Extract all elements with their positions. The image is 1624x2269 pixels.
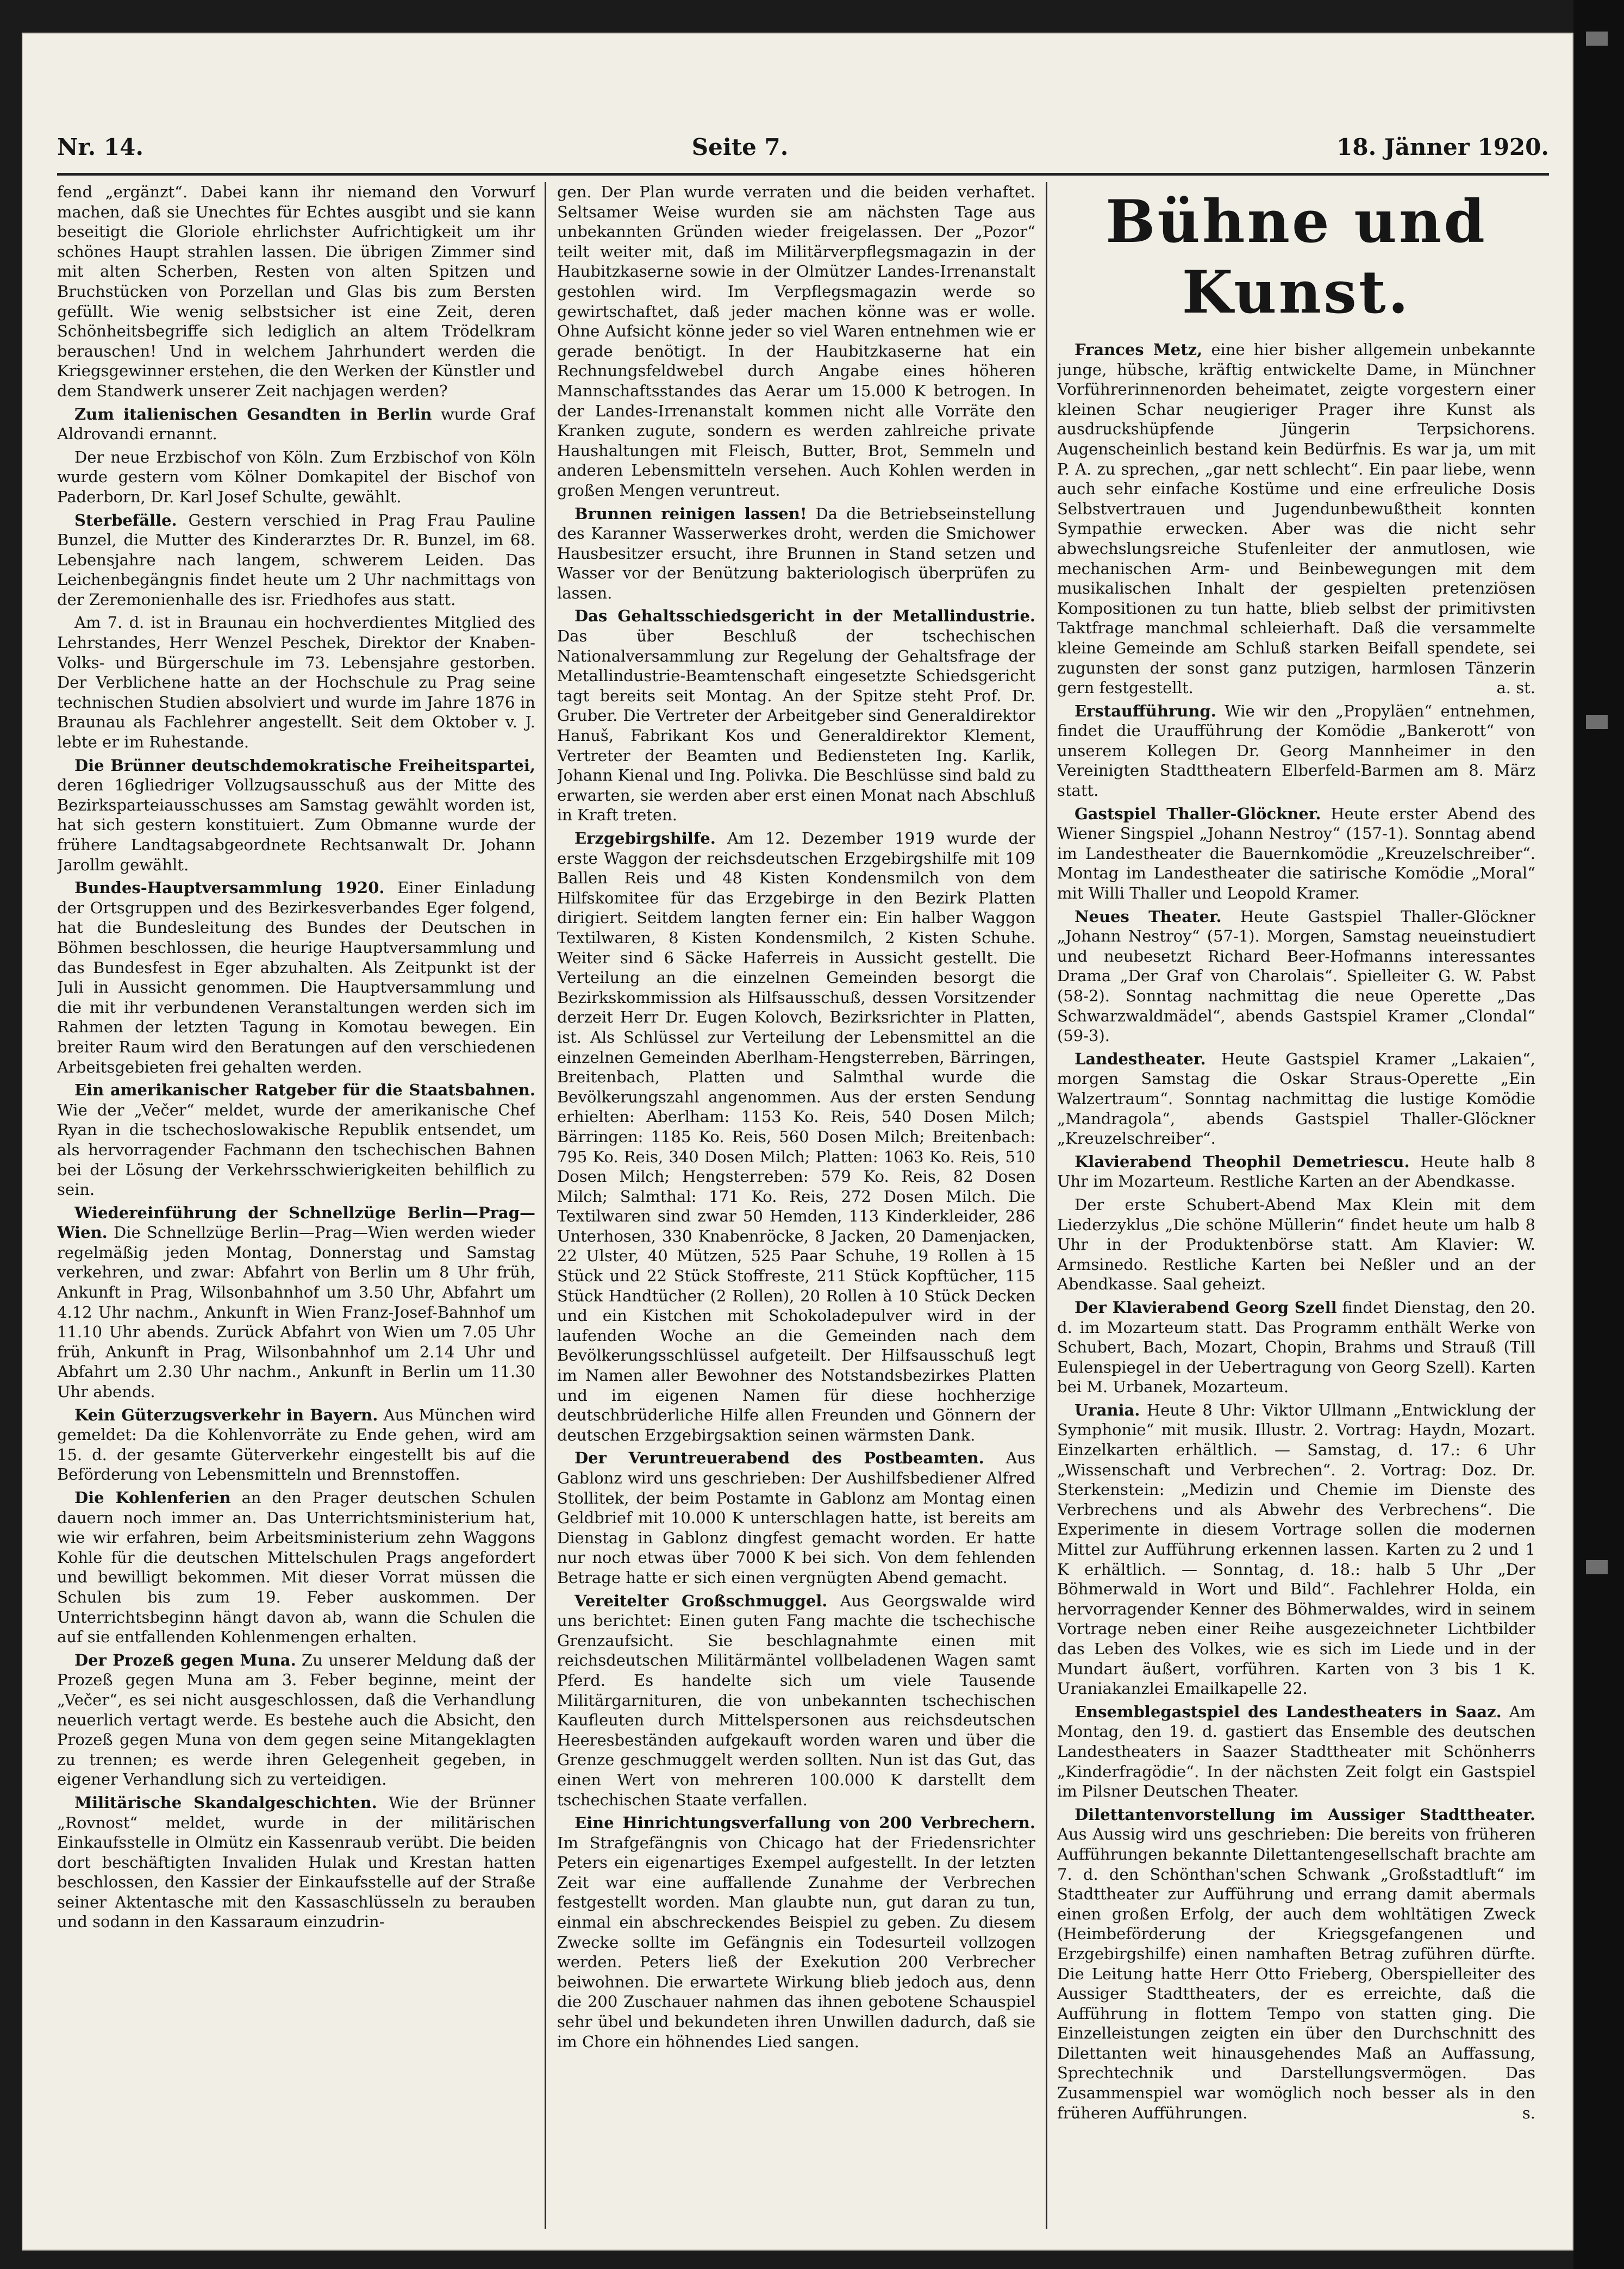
article-headline: Frances Metz, bbox=[1075, 340, 1203, 359]
article-text: Aus Gablonz wird uns geschrieben: Der Aushilfsbediener Alfred Stollitek, der beim Postamte in Gablonz am Montag einen Geldbrief mit 10.000 K unterschlagen hatte, ist bereits am Dienstag in Gablonz dingfest gemacht worden. Er hatte nur noch etwas über 7000 K bei sich. Von dem fehlenden Betrage hatte er sich einen vergnügten Abend gemacht. bbox=[557, 1449, 1035, 1587]
article-paragraph bbox=[57, 1488, 535, 1647]
article-paragraph bbox=[57, 182, 535, 401]
issue-number: Nr. 14. bbox=[57, 133, 143, 160]
article-signature: s. bbox=[1522, 2103, 1535, 2122]
article-paragraph bbox=[57, 447, 535, 507]
article-headline: Sterbefälle. bbox=[74, 510, 177, 529]
article-headline: Brunnen reinigen lassen! bbox=[574, 504, 807, 523]
article-text: an den Prager deutschen Schulen dauern noch immer an. Das Unterrichtsministerium hat, wie wir erfahren, beim Arbeitsministerium zehn Waggons Kohle für die deutschen Mittelschulen Prags angefordert und bewilligt bekommen. Mit dieser Vorrat müssen die Schulen bis zum 19. Feber auskommen. Der Unterrichtsbeginn hängt davon ab, wann die Schulen die auf sie entfallenden Kohlenmengen erhalten. bbox=[57, 1488, 535, 1647]
article-headline: Bundes-Hauptversammlung 1920. bbox=[74, 878, 385, 897]
article-text: Wie wir den „Propyläen“ entnehmen, findet die Uraufführung der Komödie „Bankerott“ von unserem Kollegen Dr. Georg Mannheimer in den Vereinigten Stadttheatern Elberfeld-Barmen am 8. März statt. bbox=[1057, 701, 1535, 800]
article-headline: Militärische Skandalgeschichten. bbox=[74, 1793, 377, 1812]
article-text: Aus Aussig wird uns geschrieben: Die bereits von früheren Aufführungen bekannte Dilettantengesellschaft brachte am 7. d. den Schönthan'schen Schwank „Großstadtluft“ im Stadttheater zur Aufführung und errang damit abermals einen großen Erfolg, der auch dem wohltätigen Zweck (Heimbeförderung der Kriegsgefangenen und Erzgebirgshilfe) einen namhaften Betrag zuführen dürfte. Die Leitung hatte Herr Otto Frieberg, Oberspielleiter des Aussiger Stadttheaters, der es erreichte, daß die Aufführung in flottem Tempo von statten ging. Die Einzelleistungen zeigten ein über den Durchschnitt des Dilettanten weit hinausgehendes Maß an Auffassung, Sprechtechnik und Darstellungsvermögen. Das Zusammenspiel war womöglich noch besser als in den früheren Aufführungen. bbox=[1057, 1825, 1535, 2122]
column-divider bbox=[545, 182, 546, 2229]
column-divider bbox=[1046, 182, 1047, 2229]
article-headline: Erzgebirgshilfe. bbox=[574, 829, 716, 847]
page-number: Seite 7. bbox=[691, 133, 789, 160]
article-paragraph bbox=[57, 1405, 535, 1485]
article-text: Heute halb 8 Uhr im Mozarteum. Restliche Karten an der Abendkasse. bbox=[1057, 1152, 1535, 1191]
scan-edge bbox=[1573, 0, 1624, 2269]
article-paragraph bbox=[557, 182, 1035, 501]
article-text: Am 7. d. ist in Braunau ein hochverdientes Mitglied des Lehrstandes, Herr Wenzel Peschek, Direktor der Knaben-Volks- und Bürgerschule im 73. Lebensjahre gestorben. Der Verblichene hatte an der Hochschule zu Prag seine technischen Studien absolviert und wurde im Jahre 1876 in Braunau als Fachlehrer angestellt. Seit dem Oktober v. J. lebte er im Ruhestande. bbox=[57, 613, 535, 752]
article-headline: Der Veruntreuerabend des Postbeamten. bbox=[574, 1449, 984, 1468]
article-paragraph bbox=[1057, 1702, 1535, 1802]
article-text: Heute 8 Uhr: Viktor Ullmann „Entwicklung der Symphonie“ mit musik. Illustr. 2. Vortrag: Haydn, Mozart. Einzelkarten erhältlich. — Samstag, d. 17.: 6 Uhr „Wissenschaft und Verbrechen“. 2. Vortrag: Doz. Dr. Sterkenstein: „Medizin und Chemie im Dienste des Verbrechens und als Abwehr des Verbrechens“. Die Experimente in diesem Vortrage sollen die modernen Mittel zur Aufführung erkennen lassen. Karten zu 2 und 1 K erhältlich. — Sonntag, d. 18.: halb 5 Uhr „Der Böhmerwald in Wort und Bild“. Fachlehrer Holda, ein hervorragender Kenner des Böhmerwaldes, wird in seinem Vortrage neben einer Reihe ausgezeichneter Lichtbilder das Leben des Volkes, wie es sich im Liede und in der Mundart äußert, vorführen. Karten von 3 bis 1 K. Uraniakanzlei Emailkapelle 22. bbox=[1057, 1400, 1535, 1698]
issue-date: 18. Jänner 1920. bbox=[1336, 133, 1549, 160]
article-text: Aus München wird gemeldet: Da die Kohlenvorräte zu Ende gehen, wird am 15. d. der gesamte Güterverkehr eingestellt bis auf die Beförderung von Lebensmitteln und Brennstoffen. bbox=[57, 1405, 535, 1484]
article-headline: Klavierabend Theophil Demetriescu. bbox=[1075, 1152, 1410, 1171]
scan-edge-mark bbox=[1586, 32, 1608, 46]
article-text: eine hier bisher allgemein unbekannte junge, hübsche, kräftig entwickelte Dame, in Münchner Vorführerinnenorden beheimatet, zeigte vorgestern einer kleinen Schar neugieriger Prager ihre Kunst als ausdruckshüpfende Jüngerin Terpsichorens. Augenscheinlich bestand kein Bedürfnis. Es war ja, um mit P. A. zu sprechen, „gar nett schlecht“. Ein paar liebe, wenn auch sehr einfache Kostüme und eine erfreuliche Dosis Selbstvertrauen und Jugendunbewußtheit konnten Sympathie erwecken. Aber was die nicht sehr abwechslungsreiche Stufenleiter der anmutlosen, wie mechanischen Arm- und Beinbewegungen mit dem musikalischen Inhalt der gespielten pretenziösen Kompositionen zu tun hatte, blieb selbst der primitivsten Taktfrage manchmal schleierhaft. Daß die versammelte kleine Gemeinde am Schluß starken Beifall spendete, sei zugunsten der sonst ganz putzigen, harmlosen Tänzerin gern festgestellt. bbox=[1057, 340, 1535, 697]
article-headline: Das Gehaltsschiedsgericht in der Metallindustrie. bbox=[574, 607, 1035, 626]
article-paragraph bbox=[57, 613, 535, 752]
article-headline: Urania. bbox=[1075, 1400, 1140, 1419]
column-1 bbox=[57, 182, 535, 2229]
article-text: Am Montag, den 19. d. gastiert das Ensemble des deutschen Landestheaters in Saazer Stadttheater mit Schönherrs „Kinderfragödie“. In der nächsten Zeit folgt ein Gastspiel im Pilsner Deutschen Theater. bbox=[1057, 1702, 1535, 1801]
article-text: Da die Betriebseinstellung des Karanner Wasserwerkes droht, werden die Smichower Hausbesitzer ersucht, ihre Brunnen in Stand setzen und Wasser vor der Benützung bakteriologisch überprüfen zu lassen. bbox=[557, 504, 1035, 602]
article-text: deren 16gliedriger Vollzugsausschuß aus der Mitte des Bezirksparteiausschusses am Samstag gewählt worden ist, hat sich gestern konstituiert. Zum Obmanne wurde der frühere Landtagsabgeordnete Rechtsanwalt Dr. Johann Jarollm gewählt. bbox=[57, 776, 535, 874]
article-text: fend „ergänzt“. Dabei kann ihr niemand den Vorwurf machen, daß sie Unechtes für Echtes ausgibt und sie kann beseitigt die Gloriole ehrlichster Aufrichtigkeit um ihr schönes Haupt strahlen lassen. Die übrigen Zimmer sind mit alten Scherben, Resten von alten Spitzen und Bruchstücken von Porzellan und Glas bis zum Bersten gefüllt. Wie wenig selbstsicher ist eine Zeit, deren Schönheitsbegriffe sich lediglich an altem Trödelkram berauschen! Und in welchem Jahrhundert werden die Kriegsgewinner erstehen, die den Werken der Künstler und dem Standwerk unserer Zeit nachjagen werden? bbox=[57, 183, 535, 400]
column-2 bbox=[557, 182, 1035, 2229]
section-masthead: Bühne und Kunst. bbox=[1105, 188, 1487, 327]
article-text: Gestern verschied in Prag Frau Pauline Bunzel, die Mutter des Kinderarztes Dr. R. Bunzel, im 68. Lebensjahre nach langem, schwerem Leiden. Das Leichenbegängnis findet heute um 2 Uhr nachmittags von der Zeremonienhalle des isr. Friedhofes aus statt. bbox=[57, 510, 535, 609]
article-paragraph bbox=[57, 1793, 535, 1932]
article-text: Die Schnellzüge Berlin—Prag—Wien werden wieder regelmäßig jeden Montag, Donnerstag und Samstag verkehren, und zwar: Abfahrt von Berlin um 8 Uhr früh, Ankunft in Prag, Wilsonbahnhof um 3.50 Uhr, Abfahrt um 4.12 Uhr nachm., Ankunft in Wien Franz-Josef-Bahnhof um 11.10 Uhr abends. Zurück Abfahrt von Wien um 7.05 Uhr früh, Ankunft in Prag, Wilsonbahnhof um 2.14 Uhr und Abfahrt um 2.30 Uhr nachm., Ankunft in Berlin um 11.30 Uhr abends. bbox=[57, 1223, 535, 1401]
article-paragraph bbox=[1057, 1152, 1535, 1192]
article-paragraph bbox=[557, 504, 1035, 603]
article-headline: Kein Güterzugsverkehr in Bayern. bbox=[74, 1405, 378, 1424]
article-paragraph bbox=[57, 878, 535, 1077]
article-headline: Zum italienischen Gesandten in Berlin bbox=[74, 404, 432, 423]
scan-edge-mark bbox=[1586, 1560, 1608, 1574]
article-headline: Dilettantenvorstellung im Aussiger Stadttheater. bbox=[1075, 1805, 1535, 1824]
article-signature: a. st. bbox=[1496, 678, 1535, 697]
article-text: Am 12. Dezember 1919 wurde der erste Waggon der reichsdeutschen Erzgebirgshilfe mit 109 Ballen Reis und 48 Kisten Kondensmilch von dem Hilfskomitee für das Erzgebirge in den Bezirk Platten dirigiert. Seitdem langten ferner ein: Ein halber Waggon Textilwaren, 8 Kisten Kondensmilch, 2 Kisten Schuhe. Weiter sind 6 Säcke Haferreis in Aussicht gestellt. Die Verteilung an die einzelnen Gemeinden besorgt die Bezirkskommission als Hilfsausschuß, dessen Vorsitzender derzeit Herr Dr. Eugen Kolovch, Bezirksrichter in Platten, ist. Als Schlüssel zur Verteilung der Lebensmittel an die einzelnen Gemeinden Aberlham-Hengsterreben, Bärringen, Breitenbach, Platten und Salmthal wurde die Bevölkerungszahl angenommen. Aus der ersten Sendung erhielten: Aberlham: 1153 Ko. Reis, 540 Dosen Milch; Bärringen: 1185 Ko. Reis, 560 Dosen Milch; Breitenbach: 795 Ko. Reis, 340 Dosen Milch; Platten: 1063 Ko. Reis, 510 Dosen Milch; Hengsterreben: 579 Ko. Reis, 82 Dosen Milch; Salmthal: 171 Ko. Reis, 272 Dosen Milch. Die Textilwaren sind zwar 50 Hemden, 113 Kinderkleider, 286 Unterhosen, 330 Knabenröcke, 8 Jacken, 20 Damenjacken, 22 Ulster, 40 Mützen, 525 Paar Schuhe, 19 Rollen à 15 Stück und 22 Stück Stoffreste, 211 Stück Kopftücher, 115 Stück Handtücher (2 Rollen), 20 Rollen à 10 Stück Decken und ein Kistchen mit Schokoladepulver wird in der laufenden Woche an die Gemeinden nach dem Bevölkerungsschlüssel aufgeteilt. Der Hilfsausschuß legt im Namen aller Bewohner des Notstandsbezirkes Platten und im eigenen Namen für diese hochherzige deutschbrüderliche Hilfe allen Freunden und Gönnern der deutschen Erzgebirgsaktion seinen wärmsten Dank. bbox=[557, 829, 1035, 1444]
article-paragraph bbox=[1057, 340, 1535, 698]
article-paragraph bbox=[557, 606, 1035, 825]
article-paragraph bbox=[57, 510, 535, 610]
page-header bbox=[57, 125, 1549, 169]
article-text: Das über Beschluß der tschechischen Nationalversammlung zur Regelung der Gehaltsfrage der Metallindustrie-Beamtenschaft eingesetzte Schiedsgericht tagt bereits seit Montag. An der Spitze steht Prof. Dr. Gruber. Die Vertreter der Arbeitgeber sind Generaldirektor Hanuš, Fabrikant Kos und Generaldirektor Klement, Vertreter der Beamten und Bediensteten Ing. Karlik, Johann Kienal und Ing. Polivka. Die Beschlüsse sind bald zu erwarten, sie werden aber erst einen Monat nach Abschluß in Kraft treten. bbox=[557, 627, 1035, 825]
article-text: Einer Einladung der Ortsgruppen und des Bezirkesverbandes Eger folgend, hat die Bundesleitung des Bundes der Deutschen in Böhmen beschlossen, die heurige Hauptversammlung und das Bundesfest in Eger abzuhalten. Als Zeitpunkt ist der Juli in Aussicht genommen. Die Hauptversammlung und die mit ihr verbundenen Veranstaltungen werden sich im Rahmen der letzten Tagung in Komotau bewegen. Ein breiter Raum wird den Beratungen auf den verschiedenen Arbeitsgebieten frei gehalten werden. bbox=[57, 878, 535, 1076]
article-paragraph bbox=[1057, 804, 1535, 903]
article-headline: Neues Theater. bbox=[1075, 907, 1222, 926]
column-3 bbox=[1057, 182, 1535, 2229]
article-paragraph bbox=[1057, 1400, 1535, 1699]
article-text: Heute Gastspiel Kramer „Lakaien“, morgen Samstag die Oskar Straus-Operette „Ein Walzertraum“. Sonntag nachmittag die lustige Komödie „Mandragola“, abends Gastspiel Thaller-Glöckner „Kreuzelschreiber“. bbox=[1057, 1049, 1535, 1148]
article-paragraph bbox=[557, 1813, 1035, 2052]
article-headline: Vereitelter Großschmuggel. bbox=[574, 1591, 828, 1610]
article-paragraph bbox=[557, 1448, 1035, 1587]
article-paragraph bbox=[557, 828, 1035, 1445]
article-headline: Wiedereinführung der Schnellzüge Berlin—Prag—Wien. bbox=[57, 1203, 535, 1242]
article-paragraph bbox=[1057, 1049, 1535, 1149]
scan-edge-mark bbox=[1586, 715, 1608, 729]
article-headline: Gastspiel Thaller-Glöckner. bbox=[1075, 804, 1321, 823]
article-text: findet Dienstag, den 20. d. im Mozarteum statt. Das Programm enthält Werke von Schubert, Bach, Mozart, Chopin, Brahms und Strauß (Till Eulenspiegel in der Uebertragung von Georg Szell). Karten bei M. Urbanek, Mozarteum. bbox=[1057, 1298, 1535, 1397]
article-text: Heute erster Abend des Wiener Singspiel „Johann Nestroy“ (157-1). Sonntag abend im Landestheater die Bauernkomödie „Kreuzelschreiber“. Montag im Landestheater die satirische Komödie „Moral“ mit Willi Thaller und Leopold Kramer. bbox=[1057, 804, 1535, 903]
article-headline: Ein amerikanischer Ratgeber für die Staatsbahnen. bbox=[74, 1081, 535, 1100]
article-text: gen. Der Plan wurde verraten und die beiden verhaftet. Seltsamer Weise wurden sie am nächsten Tage aus unbekannten Gründen wieder freigelassen. Der „Pozor“ teilt weiter mit, daß im Militärverpflegsmagazin in der Haubitzkaserne sowie in der Olmützer Landes-Irrenanstalt gestohlen wird. Im Verpflegsmagazin werde so gewirtschaftet, daß jeder machen könne was er wolle. Ohne Aufsicht könne jeder so viel Waren entnehmen wie er gerade benötigt. In der Haubitzkaserne hat ein Rechnungsfeldwebel durch Angabe eines höheren Mannschaftsstandes das Aerar um 15.000 K betrogen. In der Landes-Irrenanstalt kommen nicht alle Vorräte den Kranken zugute, sondern es werden zahlreiche private Haushaltungen mit Fleisch, Butter, Brot, Semmeln und anderen Lebensmitteln versehen. Auch Kohlen werden in großen Mengen veruntreut. bbox=[557, 183, 1035, 500]
article-headline: Die Brünner deutschdemokratische Freiheitspartei, bbox=[74, 756, 535, 775]
article-paragraph bbox=[57, 1080, 535, 1200]
article-headline: Landestheater. bbox=[1075, 1049, 1206, 1068]
article-text: Der neue Erzbischof von Köln. Zum Erzbischof von Köln wurde gestern vom Kölner Domkapitel der Bischof von Paderborn, Dr. Karl Josef Schulte, gewählt. bbox=[57, 447, 535, 506]
newspaper-page bbox=[22, 33, 1573, 2251]
article-paragraph bbox=[1057, 1298, 1535, 1397]
article-text: wurde Graf Aldrovandi ernannt. bbox=[57, 404, 535, 444]
article-paragraph bbox=[57, 1203, 535, 1402]
article-text: Heute Gastspiel Thaller-Glöckner „Johann Nestroy“ (57-1). Morgen, Samstag neueinstudiert und neubesetzt Richard Beer-Hofmanns interessantes Drama „Der Graf von Charolais“. Spielleiter G. W. Pabst (58-2). Sonntag nachmittag die neue Operette „Das Schwarzwaldmädel“, abends Gastspiel Kramer „Clondal“ (59-3). bbox=[1057, 907, 1535, 1045]
article-paragraph bbox=[1057, 701, 1535, 801]
article-headline: Erstaufführung. bbox=[1075, 701, 1216, 720]
article-paragraph bbox=[1057, 1195, 1535, 1294]
article-text: Wie der Brünner „Rovnost“ meldet, wurde in der militärischen Einkaufsstelle in Olmütz ein Kassenraub verübt. Die beiden dort beschäftigten Invaliden Hulak und Krestan hatten beschlossen, den Kassier der Einkaufsstelle auf der Straße seiner Aktentasche mit den Kassaschlüsseln zu berauben und sodann in den Kassaraum einzudrin- bbox=[57, 1793, 535, 1931]
article-text: Wie der „Večer“ meldet, wurde der amerikanische Chef Ryan in die tschechoslowakische Republik entsendet, um als hervorragender Fachmann den tschechischen Bahnen bei der Lösung der Verkehrsschwierigkeiten behilflich zu sein. bbox=[57, 1100, 535, 1199]
article-paragraph bbox=[557, 1591, 1035, 1810]
article-text: Aus Georgswalde wird uns berichtet: Einen guten Fang machte die tschechische Grenzaufsicht. Sie beschlagnahmte einen mit reichsdeutschen Militärmäntel vollbeladenen Wagen samt Pferd. Es handelte sich um viele Tausende Militärgarnituren, die von unbekannten tschechischen Kaufleuten durch Mittelspersonen aus reichsdeutschen Heeresbeständen aufgekauft worden waren und über die Grenze geschmuggelt werden sollten. Nun ist das Gut, das einen Wert von mehreren 100.000 K darstellt dem tschechischen Staate verfallen. bbox=[557, 1591, 1035, 1809]
article-paragraph bbox=[57, 1650, 535, 1790]
article-text: Im Strafgefängnis von Chicago hat der Friedensrichter Peters ein eigenartiges Exempel aufgestellt. In der letzten Zeit war eine auffallende Zunahme der Verbrechen festgestellt worden. Man glaubte nun, gut daran zu tun, einmal ein abschreckendes Beispiel zu geben. Zu diesem Zwecke sollte im Gefängnis ein Todesurteil vollzogen werden. Peters ließ der Exekution 200 Verbrecher beiwohnen. Die erwartete Wirkung blieb jedoch aus, denn die 200 Zuschauer nahmen das ihnen gebotene Schauspiel sehr übel und bekundeten ihren Unwillen dadurch, daß sie im Chore ein höhnendes Lied sangen. bbox=[557, 1833, 1035, 2051]
article-headline: Eine Hinrichtungsverfallung von 200 Verbrechern. bbox=[574, 1813, 1035, 1832]
article-headline: Der Prozeß gegen Muna. bbox=[74, 1650, 296, 1669]
article-paragraph bbox=[1057, 907, 1535, 1046]
article-text: Der erste Schubert-Abend Max Klein mit dem Liederzyklus „Die schöne Müllerin“ findet heute um halb 8 Uhr in der Produktenbörse statt. Am Klavier: W. Armsinedo. Restliche Karten bei Neßler und an der Abendkasse. Saal geheizt. bbox=[1057, 1195, 1535, 1294]
header-rule bbox=[57, 173, 1549, 176]
article-paragraph bbox=[57, 404, 535, 444]
article-text: Zu unserer Meldung daß der Prozeß gegen Muna am 3. Feber beginne, meint der „Večer“, es sei nicht ausgeschlossen, daß die Verhandlung neuerlich vertagt werde. Es bestehe auch die Absicht, den Prozeß gegen Muna von dem gegen seine Mitangeklagten zu trennen; es werde ihren Gelegenheit gegeben, in eigener Verhandlung sich zu verteidigen. bbox=[57, 1650, 535, 1789]
article-paragraph bbox=[57, 756, 535, 875]
article-headline: Die Kohlenferien bbox=[74, 1488, 231, 1507]
article-paragraph bbox=[1057, 1805, 1535, 2123]
article-headline: Der Klavierabend Georg Szell bbox=[1075, 1298, 1337, 1317]
article-headline: Ensemblegastspiel des Landestheaters in Saaz. bbox=[1075, 1702, 1502, 1721]
